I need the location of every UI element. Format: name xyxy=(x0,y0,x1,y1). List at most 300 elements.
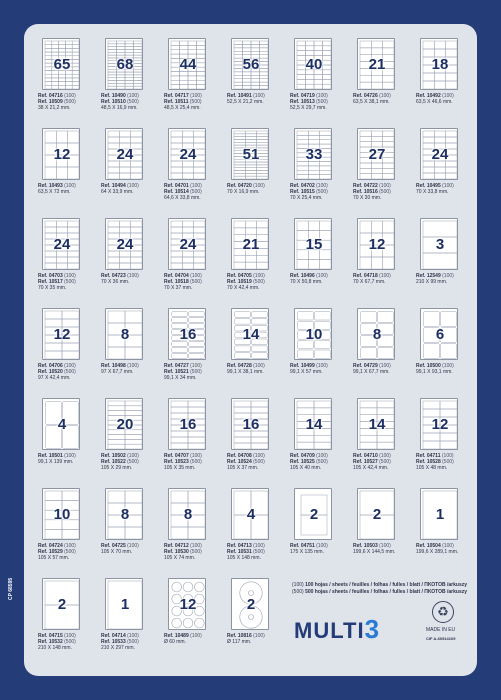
label-meta xyxy=(227,93,293,105)
label-product-46 xyxy=(227,578,287,666)
ref-code: 04720 xyxy=(237,183,252,189)
ref-code: 04729 xyxy=(363,363,378,369)
label-size: 99,1 X 67,7 mm. xyxy=(353,369,390,375)
label-size: 97 X 67,7 mm. xyxy=(101,369,134,375)
label-meta xyxy=(38,363,104,381)
label-meta xyxy=(353,363,419,375)
ref-prefix: Ref. xyxy=(353,273,363,279)
ref-prefix: Ref. xyxy=(164,279,174,285)
ref-prefix: Ref. xyxy=(38,99,48,105)
ref-code: 04716 xyxy=(48,93,63,99)
label-sheet-preview xyxy=(357,308,395,360)
ref-qty: (500) xyxy=(64,369,76,375)
label-size: 199,6 X 289,1 mm. xyxy=(416,549,459,555)
ref-prefix: Ref. xyxy=(227,459,237,465)
ref-prefix: Ref. xyxy=(101,639,111,645)
ref-prefix: Ref. xyxy=(38,543,48,549)
label-product-32 xyxy=(227,398,287,486)
ref-qty: (500) xyxy=(64,549,76,555)
label-sheet-preview xyxy=(42,308,80,360)
ref-code: 04704 xyxy=(174,273,189,279)
label-meta xyxy=(353,93,419,105)
brand-logo xyxy=(294,614,380,645)
label-meta xyxy=(164,183,230,201)
label-sheet-preview xyxy=(357,218,395,270)
label-sheet-preview xyxy=(420,218,458,270)
ref-code: 04751 xyxy=(300,543,315,549)
ref-code: 10498 xyxy=(111,363,126,369)
pack-info-line-100 xyxy=(292,582,467,589)
label-size: 70 X 33,8 mm. xyxy=(416,189,449,195)
label-sheet-preview xyxy=(294,398,332,450)
label-count: 12 xyxy=(53,326,71,343)
label-count: 33 xyxy=(305,146,323,163)
label-meta xyxy=(101,633,167,651)
ref-qty: (500) xyxy=(127,99,139,105)
label-count: 12 xyxy=(431,416,449,433)
label-count: 12 xyxy=(179,596,197,613)
label-product-24 xyxy=(164,308,224,396)
label-size: 63,5 X 46,6 mm. xyxy=(416,99,453,105)
label-product-29 xyxy=(38,398,98,486)
label-size: 105 X 40 mm. xyxy=(290,465,322,471)
label-meta xyxy=(164,273,230,291)
ref-prefix: Ref. xyxy=(290,189,300,195)
label-sheet-preview xyxy=(168,308,206,360)
ref-code: 10816 xyxy=(237,633,252,639)
label-meta xyxy=(38,273,104,291)
label-meta xyxy=(290,273,356,285)
label-count: 8 xyxy=(372,326,382,343)
label-meta xyxy=(353,453,419,471)
label-meta xyxy=(101,543,167,555)
ref-code: 04709 xyxy=(300,453,315,459)
label-product-26 xyxy=(290,308,350,396)
label-sheet-preview xyxy=(294,218,332,270)
label-count: 24 xyxy=(116,146,134,163)
label-product-8 xyxy=(38,128,98,216)
ref-code: 10520 xyxy=(48,369,63,375)
ref-code: 10531 xyxy=(237,549,252,555)
label-meta xyxy=(101,273,167,285)
label-product-1 xyxy=(38,38,98,126)
ref-code: 10500 xyxy=(426,363,441,369)
ref-qty: (100) xyxy=(190,543,202,549)
ref-code: 10499 xyxy=(300,363,315,369)
label-meta xyxy=(353,273,419,285)
label-sheet-preview xyxy=(231,38,269,90)
ref-qty: (100) xyxy=(253,93,265,99)
label-count: 16 xyxy=(179,326,197,343)
ref-code: 04728 xyxy=(237,363,252,369)
ref-qty: (100) xyxy=(316,93,328,99)
label-product-37 xyxy=(101,488,161,576)
label-sheet-preview xyxy=(168,38,206,90)
ref-qty: (100) xyxy=(253,453,265,459)
label-count: 2 xyxy=(372,506,382,523)
label-size: 105 X 57 mm. xyxy=(38,555,70,561)
ref-qty: (100) xyxy=(127,273,139,279)
label-size: 70 X 36 mm. xyxy=(101,279,130,285)
label-count: 2 xyxy=(57,596,67,613)
ref-qty: (500) xyxy=(379,189,391,195)
ref-prefix: Ref. xyxy=(227,549,237,555)
ref-code: 04715 xyxy=(48,633,63,639)
ref-code: 04725 xyxy=(111,543,126,549)
label-product-25 xyxy=(227,308,287,396)
ref-qty: (500) xyxy=(190,549,202,555)
ref-code: 04727 xyxy=(174,363,189,369)
ref-code: 04702 xyxy=(300,183,315,189)
ref-qty: (100) xyxy=(127,363,139,369)
label-sheet-preview xyxy=(105,488,143,540)
label-product-13 xyxy=(353,128,413,216)
label-meta xyxy=(353,183,419,201)
ref-code: 04701 xyxy=(174,183,189,189)
label-product-2 xyxy=(101,38,161,126)
label-count: 40 xyxy=(305,56,323,73)
ref-code: 04726 xyxy=(363,93,378,99)
ref-code: 10529 xyxy=(48,549,63,555)
ref-prefix: Ref. xyxy=(164,549,174,555)
ref-prefix: Ref. xyxy=(353,363,363,369)
label-sheet-preview xyxy=(231,308,269,360)
label-meta xyxy=(164,543,230,561)
label-sheet-preview xyxy=(231,578,269,630)
ref-code: 10523 xyxy=(174,459,189,465)
ref-prefix: Ref. xyxy=(164,459,174,465)
ref-code: 10516 xyxy=(363,189,378,195)
label-sheet-preview xyxy=(420,128,458,180)
ref-prefix: Ref. xyxy=(227,363,237,369)
label-meta xyxy=(164,633,230,645)
ref-qty: (500) xyxy=(316,459,328,465)
ref-qty: (100) xyxy=(64,363,76,369)
label-size: 105 X 37 mm. xyxy=(227,465,259,471)
label-count: 24 xyxy=(53,236,71,253)
ref-code: 10521 xyxy=(174,369,189,375)
ref-qty: (100) xyxy=(64,543,76,549)
label-sheet-preview xyxy=(42,38,80,90)
label-sheet-preview xyxy=(105,308,143,360)
label-sheet-preview xyxy=(168,578,206,630)
label-meta xyxy=(290,453,356,471)
label-product-35 xyxy=(416,398,476,486)
label-sheet-preview xyxy=(168,128,206,180)
label-count: 8 xyxy=(120,506,130,523)
label-meta xyxy=(290,543,356,555)
label-meta xyxy=(227,453,293,471)
ref-qty: (500) xyxy=(316,189,328,195)
label-size: 105 X 29 mm. xyxy=(101,465,133,471)
ref-code: 10515 xyxy=(300,189,315,195)
ref-prefix: Ref. xyxy=(353,459,363,465)
label-count: 51 xyxy=(242,146,260,163)
ref-code: 10527 xyxy=(363,459,378,465)
ref-qty: (500) xyxy=(127,459,139,465)
made-in-label: MADE IN EU xyxy=(426,627,456,633)
ref-code: 10492 xyxy=(426,93,441,99)
label-count: 12 xyxy=(368,236,386,253)
label-sheet-preview xyxy=(105,38,143,90)
product-sheet xyxy=(24,24,477,676)
ref-qty: (100) xyxy=(316,543,328,549)
ref-prefix: Ref. xyxy=(38,183,48,189)
label-sheet-preview xyxy=(294,308,332,360)
label-count: 3 xyxy=(435,236,445,253)
ref-qty: (500) xyxy=(190,279,202,285)
label-size: 199,6 X 144,5 mm. xyxy=(353,549,396,555)
ref-prefix: Ref. xyxy=(164,183,174,189)
label-product-38 xyxy=(164,488,224,576)
label-size: 175 X 135 mm. xyxy=(290,549,324,555)
label-size: 210 X 297 mm. xyxy=(101,645,135,651)
ref-prefix: Ref. xyxy=(353,453,363,459)
ref-code: 04723 xyxy=(111,273,126,279)
label-count: 21 xyxy=(242,236,260,253)
label-count: 2 xyxy=(309,506,319,523)
label-size: 97 X 42,4 mm. xyxy=(38,375,71,381)
ref-code: 10494 xyxy=(111,183,126,189)
ref-qty: (500) xyxy=(190,189,202,195)
label-meta xyxy=(227,543,293,561)
ref-qty: (100) xyxy=(379,363,391,369)
label-product-28 xyxy=(416,308,476,396)
ref-qty: (500) xyxy=(64,99,76,105)
ref-prefix: Ref. xyxy=(164,93,174,99)
ref-qty: (100) xyxy=(253,543,265,549)
label-size: 70 X 37 mm. xyxy=(164,285,193,291)
label-size: 70 X 25,4 mm. xyxy=(290,195,323,201)
ref-code: 10518 xyxy=(174,279,189,285)
label-size: 52,5 X 21,2 mm. xyxy=(227,99,264,105)
label-meta xyxy=(416,93,482,105)
label-sheet-preview xyxy=(420,488,458,540)
label-size: 64 X 33,9 mm. xyxy=(101,189,134,195)
label-count: 1 xyxy=(120,596,130,613)
pack-info-line-500 xyxy=(292,589,467,596)
ref-prefix: Ref. xyxy=(290,99,300,105)
ref-prefix: Ref. xyxy=(164,543,174,549)
label-count: 16 xyxy=(179,416,197,433)
label-size: 105 X 35 mm. xyxy=(164,465,196,471)
ref-prefix: Ref. xyxy=(290,453,300,459)
ref-qty: (100) xyxy=(316,183,328,189)
label-sheet-preview xyxy=(357,38,395,90)
ref-prefix: Ref. xyxy=(353,183,363,189)
label-meta xyxy=(38,93,104,111)
ref-qty: (100) xyxy=(190,273,202,279)
label-count: 18 xyxy=(431,56,449,73)
label-size: 70 X 67,7 mm. xyxy=(353,279,386,285)
ref-code: 10491 xyxy=(237,93,252,99)
label-sheet-preview xyxy=(42,128,80,180)
label-meta xyxy=(416,183,482,195)
ref-code: 04705 xyxy=(237,273,252,279)
ref-prefix: Ref. xyxy=(164,99,174,105)
ref-qty: (500) xyxy=(442,459,454,465)
ref-code: 10528 xyxy=(426,459,441,465)
ref-qty: (100) xyxy=(127,93,139,99)
side-code: CP 68595 xyxy=(8,577,14,600)
pack-qty-500: (500) xyxy=(292,589,304,595)
ref-code: 10504 xyxy=(426,543,441,549)
label-size: 70 X 42,4 mm. xyxy=(227,285,260,291)
ref-prefix: Ref. xyxy=(164,363,174,369)
label-product-36 xyxy=(38,488,98,576)
ref-code: 10511 xyxy=(174,99,189,105)
ref-prefix: Ref. xyxy=(38,453,48,459)
label-meta xyxy=(290,93,356,111)
ref-qty: (100) xyxy=(190,633,202,639)
ref-code: 12549 xyxy=(426,273,441,279)
ref-qty: (100) xyxy=(190,363,202,369)
brand-suffix: 3 xyxy=(364,614,381,644)
ref-prefix: Ref. xyxy=(101,273,111,279)
ref-qty: (100) xyxy=(64,633,76,639)
ref-qty: (100) xyxy=(127,453,139,459)
ref-code: 04712 xyxy=(174,543,189,549)
ref-qty: (100) xyxy=(64,273,76,279)
ref-qty: (100) xyxy=(442,93,454,99)
label-sheet-preview xyxy=(105,398,143,450)
label-meta xyxy=(38,543,104,561)
label-meta xyxy=(164,363,230,381)
label-product-27 xyxy=(353,308,413,396)
ref-qty: (100) xyxy=(379,543,391,549)
label-count: 4 xyxy=(57,416,67,433)
label-product-4 xyxy=(227,38,287,126)
ref-prefix: Ref. xyxy=(164,369,174,375)
ref-code: 10524 xyxy=(237,459,252,465)
ref-code: 04706 xyxy=(48,363,63,369)
label-count: 1 xyxy=(435,506,445,523)
label-product-11 xyxy=(227,128,287,216)
ref-prefix: Ref. xyxy=(290,459,300,465)
label-count: 27 xyxy=(368,146,386,163)
ref-code: 04707 xyxy=(174,453,189,459)
label-product-15 xyxy=(38,218,98,306)
label-sheet-preview xyxy=(105,218,143,270)
label-product-45 xyxy=(164,578,224,666)
ref-code: 10530 xyxy=(174,549,189,555)
label-sheet-preview xyxy=(231,488,269,540)
ref-code: 04703 xyxy=(48,273,63,279)
ref-prefix: Ref. xyxy=(101,633,111,639)
label-product-17 xyxy=(164,218,224,306)
pack-qty-100: (100) xyxy=(292,582,304,588)
ref-qty: (100) xyxy=(442,543,454,549)
ref-prefix: Ref. xyxy=(227,453,237,459)
ref-qty: (500) xyxy=(64,639,76,645)
label-count: 20 xyxy=(116,416,134,433)
label-count: 56 xyxy=(242,56,260,73)
label-product-16 xyxy=(101,218,161,306)
label-size: 48,5 X 16,9 mm. xyxy=(101,105,138,111)
label-sheet-preview xyxy=(42,488,80,540)
label-size: 99,1 X 57 mm. xyxy=(290,369,323,375)
label-count: 6 xyxy=(435,326,445,343)
label-count: 24 xyxy=(431,146,449,163)
label-meta xyxy=(353,543,419,555)
ref-code: 10501 xyxy=(48,453,63,459)
label-size: 52,5 X 29,7 mm. xyxy=(290,105,327,111)
ref-code: 10493 xyxy=(48,183,63,189)
ref-qty: (500) xyxy=(190,369,202,375)
label-size: 70 X 30 mm. xyxy=(353,195,382,201)
ref-code: 04711 xyxy=(426,453,441,459)
label-size: 105 X 48 mm. xyxy=(416,465,448,471)
ref-prefix: Ref. xyxy=(101,93,111,99)
ref-qty: (100) xyxy=(253,633,265,639)
label-sheet-preview xyxy=(168,398,206,450)
pack-info xyxy=(292,582,467,596)
label-count: 24 xyxy=(116,236,134,253)
label-meta xyxy=(38,183,104,195)
label-sheet-preview xyxy=(420,38,458,90)
label-count: 14 xyxy=(305,416,323,433)
ref-prefix: Ref. xyxy=(290,93,300,99)
ref-code: 10509 xyxy=(48,99,63,105)
ref-qty: (100) xyxy=(190,453,202,459)
ref-code: 10490 xyxy=(111,93,126,99)
ref-prefix: Ref. xyxy=(164,633,174,639)
label-size: 105 X 42,4 mm. xyxy=(353,465,389,471)
ref-code: 04714 xyxy=(111,633,126,639)
label-size: 64,6 X 33,8 mm. xyxy=(164,195,201,201)
label-product-23 xyxy=(101,308,161,396)
label-meta xyxy=(227,273,293,291)
label-size: 63,5 X 72 mm. xyxy=(38,189,71,195)
label-product-12 xyxy=(290,128,350,216)
ref-code: 10532 xyxy=(48,639,63,645)
label-sheet-preview xyxy=(294,488,332,540)
ref-prefix: Ref. xyxy=(353,543,363,549)
label-count: 44 xyxy=(179,56,197,73)
label-sheet-preview xyxy=(231,398,269,450)
ref-code: 04708 xyxy=(237,453,252,459)
label-count: 8 xyxy=(183,506,193,523)
label-meta xyxy=(416,363,482,375)
label-meta xyxy=(416,273,482,285)
label-meta xyxy=(290,363,356,375)
label-sheet-preview xyxy=(420,398,458,450)
label-count: 68 xyxy=(116,56,134,73)
label-product-41 xyxy=(353,488,413,576)
label-size: 210 X 99 mm. xyxy=(416,279,448,285)
label-product-21 xyxy=(416,218,476,306)
label-product-10 xyxy=(164,128,224,216)
label-meta xyxy=(416,543,482,555)
ref-prefix: Ref. xyxy=(38,369,48,375)
label-product-43 xyxy=(38,578,98,666)
label-meta xyxy=(101,363,167,375)
label-product-5 xyxy=(290,38,350,126)
ref-qty: (100) xyxy=(64,183,76,189)
ref-code: 10533 xyxy=(111,639,126,645)
ref-prefix: Ref. xyxy=(290,183,300,189)
label-meta xyxy=(290,183,356,201)
ref-code: 10503 xyxy=(363,543,378,549)
label-product-3 xyxy=(164,38,224,126)
ref-code: 10522 xyxy=(111,459,126,465)
ref-prefix: Ref. xyxy=(227,543,237,549)
brand-name: MULTI xyxy=(294,618,365,643)
label-meta xyxy=(227,633,293,645)
label-count: 21 xyxy=(368,56,386,73)
label-size: 105 X 148 mm. xyxy=(227,555,261,561)
ref-prefix: Ref. xyxy=(290,363,300,369)
